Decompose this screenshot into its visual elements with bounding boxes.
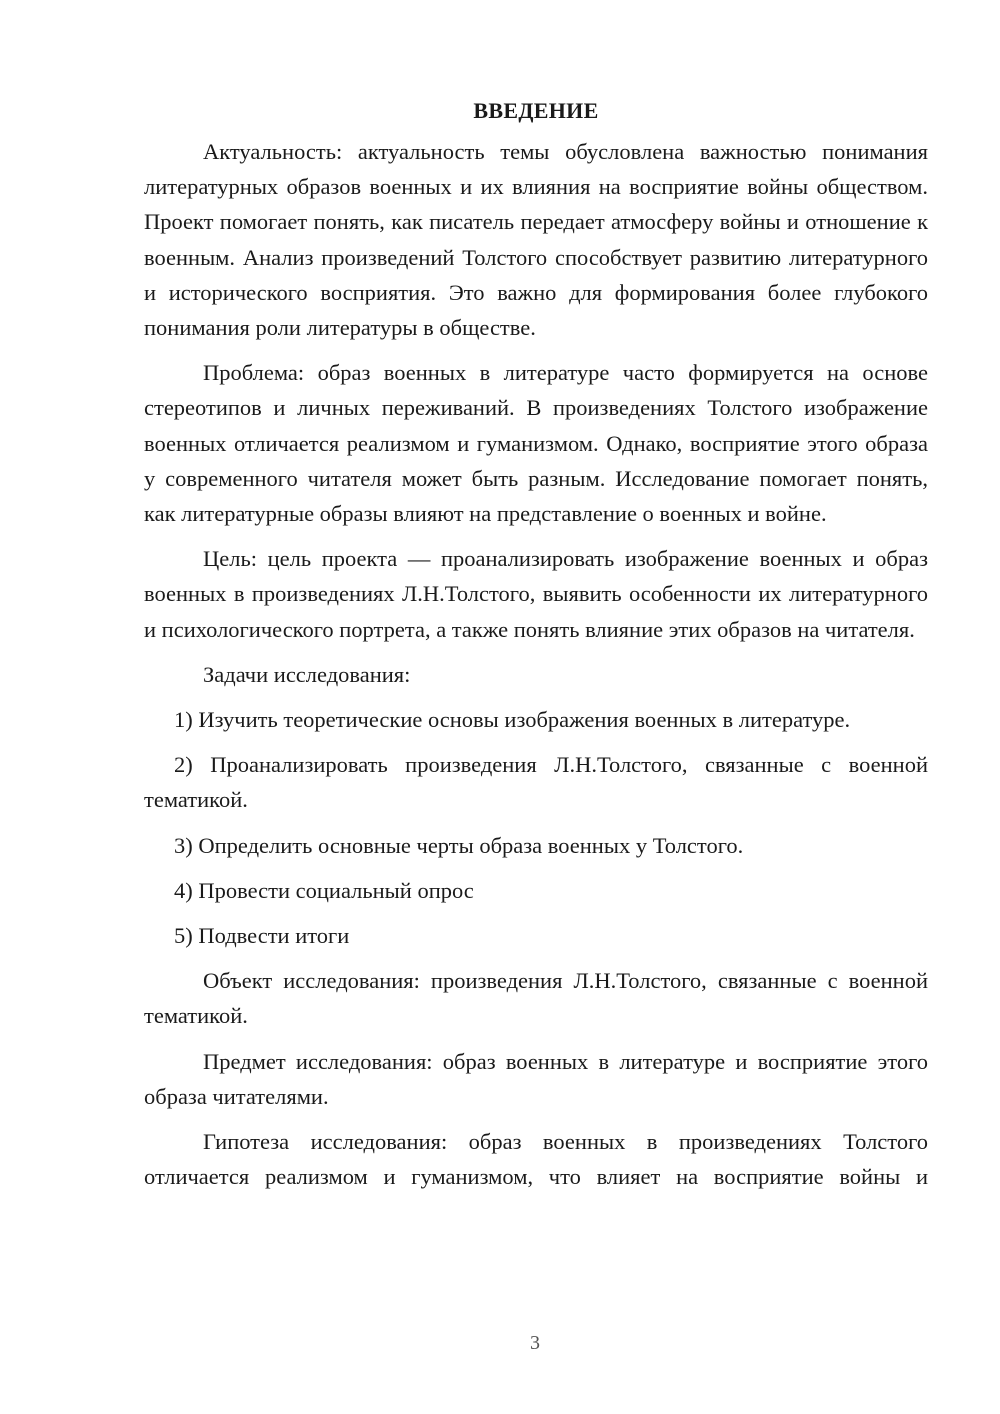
task-item-5: 5) Подвести итоги — [174, 923, 350, 949]
task-item-1: 1) Изучить теоретические основы изображения военных в литературе. — [174, 707, 851, 733]
section-heading: ВВЕДЕНИЕ — [473, 98, 599, 123]
hypothesis-paragraph: Гипотеза исследования: образ военных в произведениях Толстого отличается реализмом и гуманизмом, что влияет на восприятие войны и — [144, 1129, 928, 1190]
problem-paragraph: Проблема: образ военных в литературе часто формируется на основе стереотипов и личных переживаний. В произведениях Толстого изображение военных отличается реализмом и гуманизмом. Однако, восприятие этого образа у современного читателя может быть разным. Исследование помогает понять, как литературные образы влияют на представление о военных и войне. — [144, 360, 928, 527]
task-item-4: 4) Провести социальный опрос — [174, 877, 474, 903]
task-item-2: 2) Проанализировать произведения Л.Н.Толстого, связанные с военной тематикой. — [144, 752, 928, 813]
tasks-heading: Задачи исследования: — [203, 661, 411, 687]
subject-paragraph: Предмет исследования: образ военных в литературе и восприятие этого образа читателями. — [144, 1048, 928, 1109]
object-paragraph: Объект исследования: произведения Л.Н.Толстого, связанные с военной тематикой. — [144, 968, 928, 1029]
task-item-3: 3) Определить основные черты образа военных у Толстого. — [174, 832, 744, 858]
goal-paragraph: Цель: цель проекта — проанализировать изображение военных и образ военных в произведениях Л.Н.Толстого, выявить особенности их литературного и психологического портрета, а также понять влияние этих образов на читателя. — [144, 546, 928, 642]
page-number: 3 — [530, 1332, 540, 1354]
relevance-paragraph: Актуальность: актуальность темы обусловлена важностью понимания литературных образов военных и их влияния на восприятие войны обществом. Проект помогает понять, как писатель передает атмосферу войны и отношение к военным. Анализ произведений Толстого способствует развитию литературного и исторического восприятия. Это важно для формирования более глубокого понимания роли литературы в обществе. — [144, 139, 928, 341]
document-page — [144, 96, 928, 1204]
